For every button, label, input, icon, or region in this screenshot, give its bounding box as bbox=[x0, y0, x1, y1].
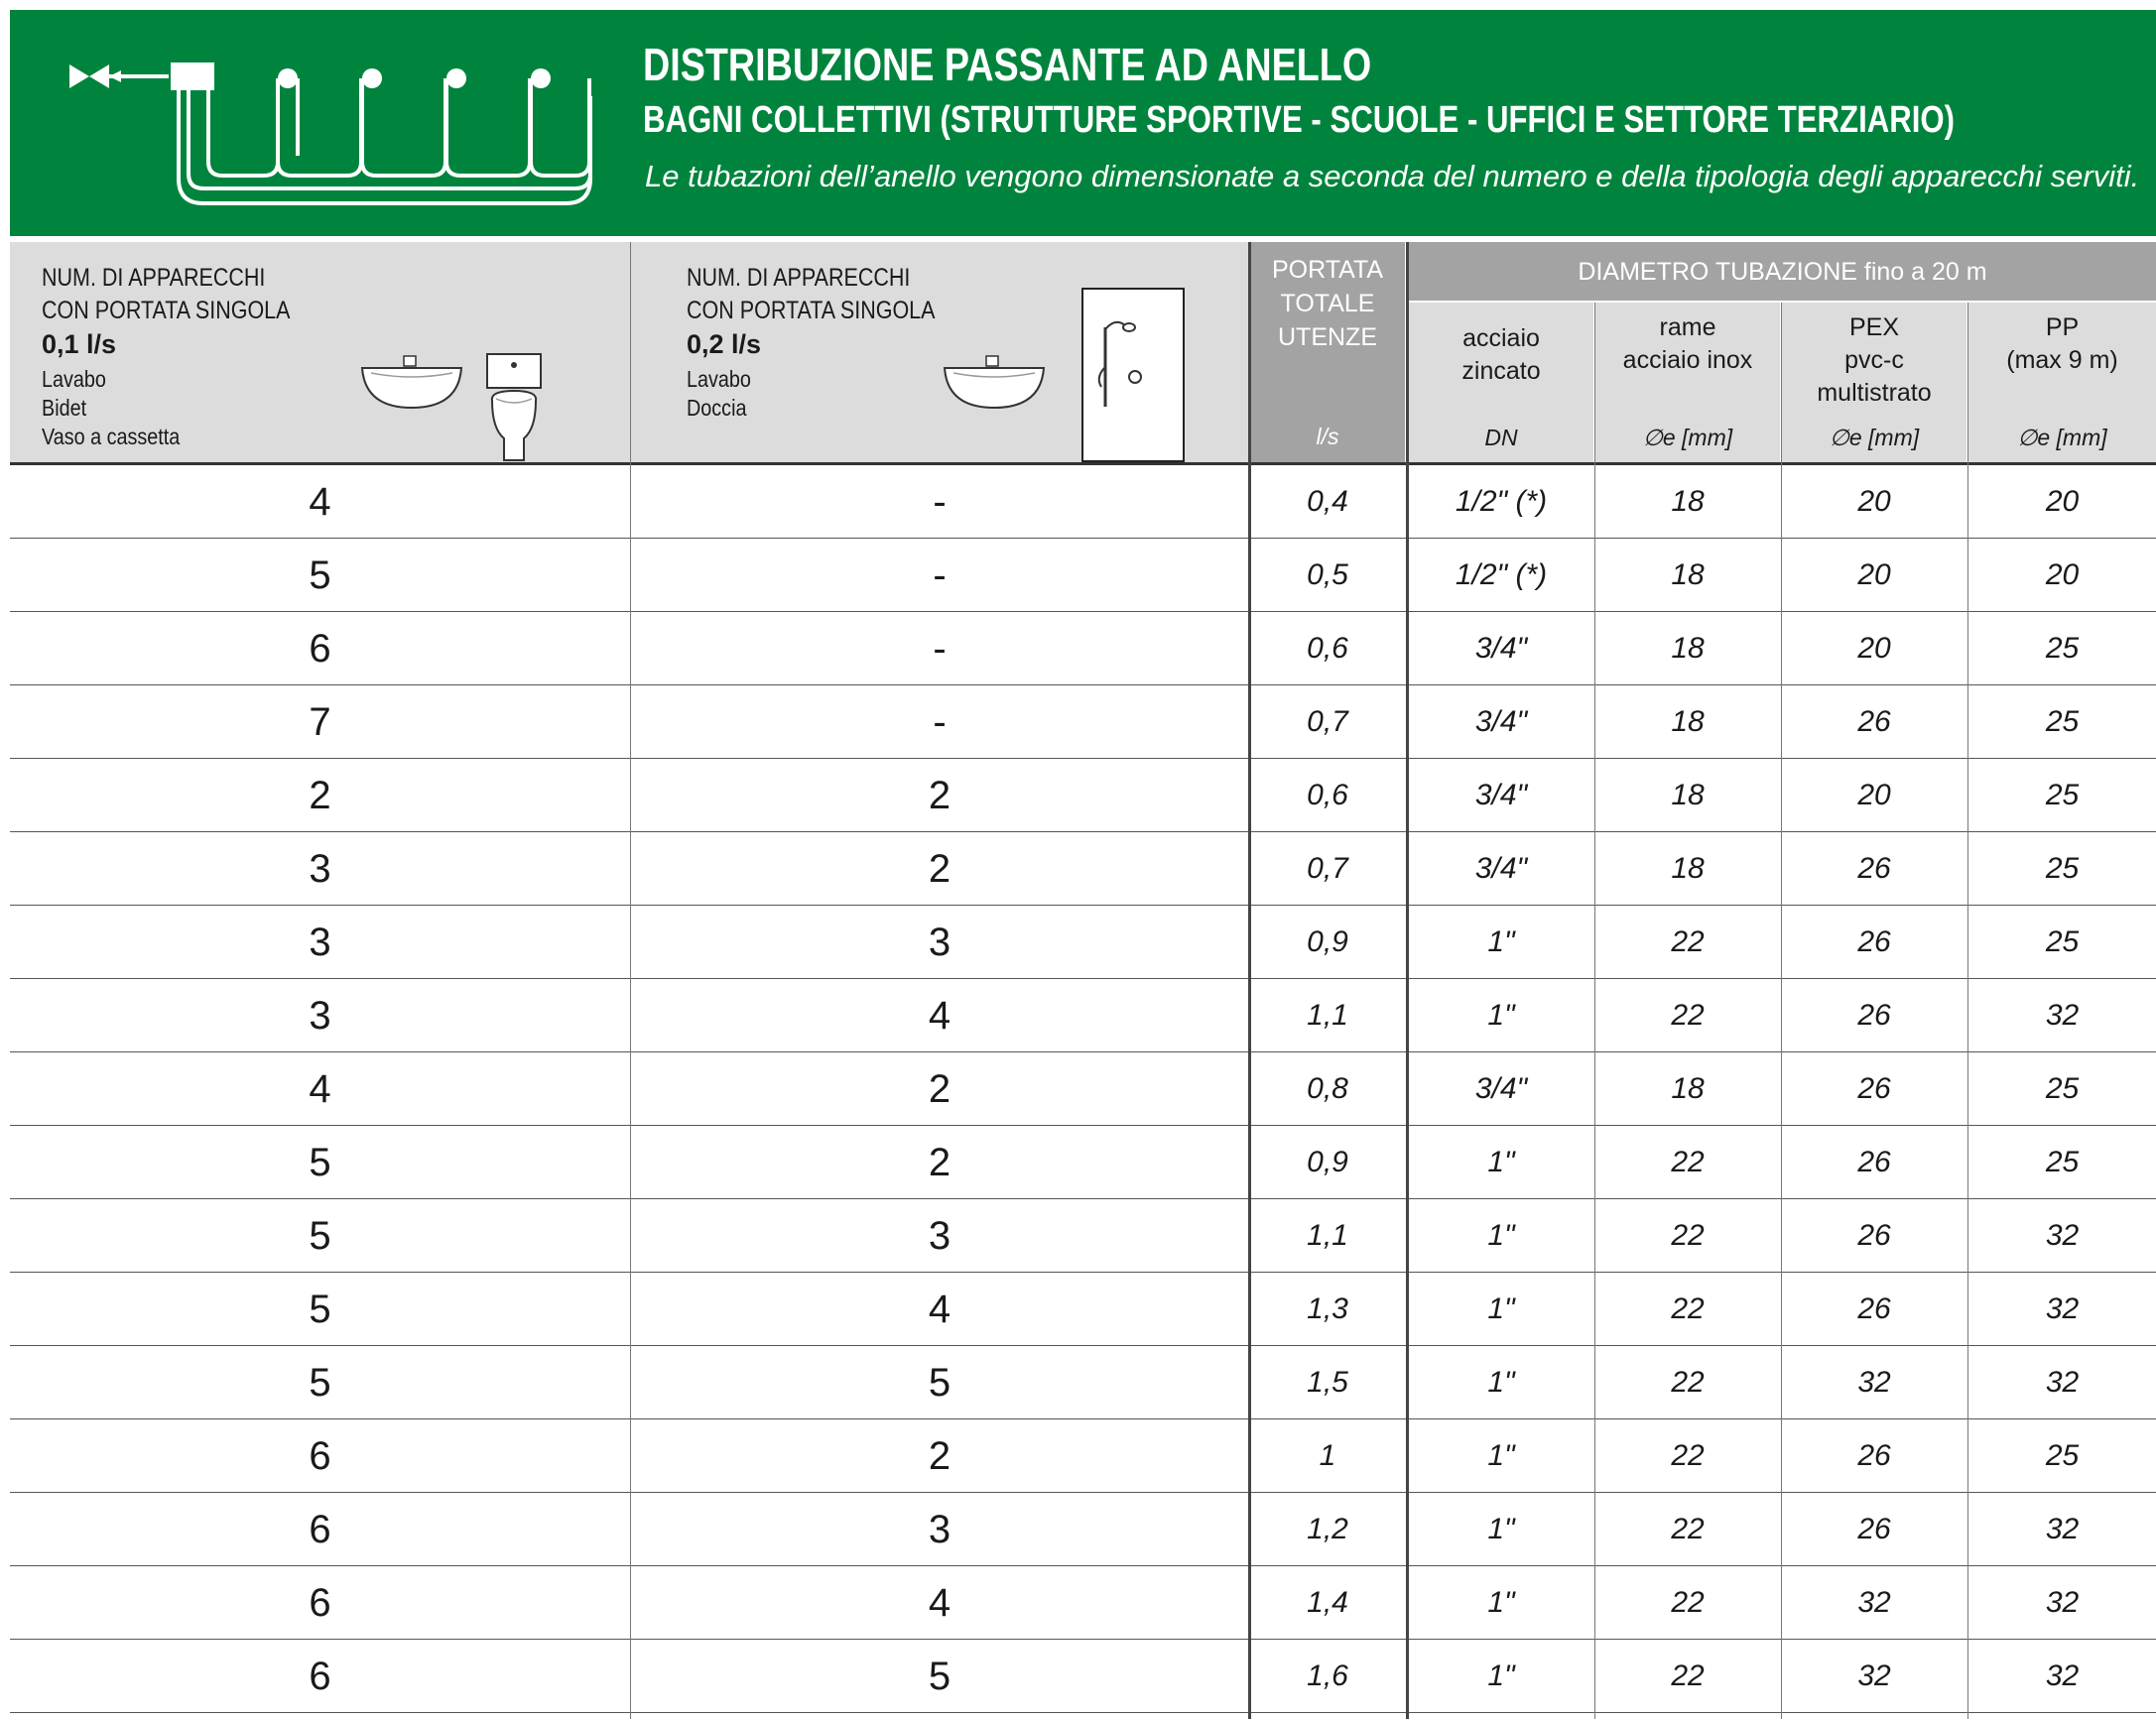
cell-pex-diameter: 32 bbox=[1857, 1586, 1891, 1619]
cell-pp-diameter: 32 bbox=[2045, 1513, 2080, 1545]
cell-pp-diameter: 32 bbox=[2045, 1219, 2080, 1252]
page-description: Le tubazioni dell’anello vengono dimensionate a seconda del numero e della tipologia degli apparecchi serviti. bbox=[645, 159, 2140, 193]
cell-total-flow: 1,1 bbox=[1307, 999, 1348, 1032]
cell-devices-02: - bbox=[933, 480, 947, 524]
cell-steel-dn: 1" bbox=[1487, 999, 1515, 1032]
cell-total-flow: 0,9 bbox=[1307, 925, 1348, 958]
header-steel-line1: acciaio bbox=[1462, 324, 1540, 352]
page-title: DISTRIBUZIONE PASSANTE AD ANELLO bbox=[643, 39, 1372, 90]
cell-copper-diameter: 22 bbox=[1671, 1513, 1705, 1545]
header-col-pex bbox=[1782, 303, 1966, 462]
cell-steel-dn: 1/2" (*) bbox=[1455, 558, 1548, 591]
cell-devices-02: 5 bbox=[928, 1655, 951, 1698]
table-row bbox=[10, 1493, 2156, 1566]
column-divider bbox=[1406, 242, 1409, 1719]
column-divider bbox=[1594, 303, 1595, 1719]
cell-pex-diameter: 26 bbox=[1857, 1439, 1891, 1472]
cell-devices-01: 3 bbox=[309, 847, 331, 891]
cell-pp-diameter: 20 bbox=[2045, 558, 2080, 591]
cell-steel-dn: 3/4" bbox=[1474, 632, 1528, 665]
ring-distribution-diagram-icon bbox=[60, 45, 595, 213]
cell-devices-02: 2 bbox=[928, 1141, 951, 1184]
cell-devices-02: 3 bbox=[928, 921, 951, 964]
cell-total-flow: 0,6 bbox=[1307, 779, 1348, 811]
row-divider bbox=[10, 1712, 2156, 1713]
table-row bbox=[10, 685, 2156, 759]
header-col2-item: Lavabo bbox=[687, 366, 751, 392]
header-col2-item: Doccia bbox=[687, 395, 747, 421]
cell-steel-dn: 3/4" bbox=[1474, 705, 1528, 738]
table-row bbox=[10, 1566, 2156, 1640]
cell-copper-diameter: 22 bbox=[1671, 1366, 1705, 1399]
cell-pex-diameter: 20 bbox=[1857, 558, 1891, 591]
cell-total-flow: 0,4 bbox=[1307, 485, 1348, 518]
cell-devices-02: 2 bbox=[928, 1067, 951, 1111]
header-portata-line1: PORTATA bbox=[1271, 256, 1384, 284]
cell-pp-diameter: 25 bbox=[2045, 779, 2080, 811]
header-pex-line2: pvc-c bbox=[1844, 346, 1904, 374]
header-pex-unit: ∅e [mm] bbox=[1829, 425, 1920, 450]
cell-steel-dn: 3/4" bbox=[1474, 1072, 1528, 1105]
cell-total-flow: 0,9 bbox=[1307, 1146, 1348, 1178]
cell-total-flow: 0,7 bbox=[1307, 852, 1348, 885]
cell-steel-dn: 3/4" bbox=[1474, 852, 1528, 885]
table-row bbox=[10, 1640, 2156, 1713]
cell-pex-diameter: 26 bbox=[1857, 925, 1891, 958]
cell-devices-01: 5 bbox=[309, 1141, 331, 1184]
washbasin-icon bbox=[359, 353, 468, 413]
header-steel-line2: zincato bbox=[1461, 357, 1541, 385]
cell-copper-diameter: 22 bbox=[1671, 1660, 1705, 1692]
cell-devices-01: 3 bbox=[309, 994, 331, 1038]
header-pex-line1: PEX bbox=[1848, 313, 1900, 341]
cell-total-flow: 1,5 bbox=[1307, 1366, 1348, 1399]
header-portata-line2: TOTALE bbox=[1280, 290, 1375, 317]
header-col-steel bbox=[1409, 303, 1593, 462]
header-copper-line1: rame bbox=[1659, 313, 1716, 341]
cell-total-flow: 1,2 bbox=[1307, 1513, 1348, 1545]
header-copper-line2: acciaio inox bbox=[1622, 346, 1753, 374]
cell-pp-diameter: 25 bbox=[2045, 852, 2080, 885]
table-row bbox=[10, 832, 2156, 906]
cell-copper-diameter: 18 bbox=[1671, 632, 1705, 665]
cell-pex-diameter: 20 bbox=[1857, 632, 1891, 665]
cell-total-flow: 1,3 bbox=[1307, 1292, 1348, 1325]
cell-devices-02: - bbox=[933, 627, 947, 671]
header-diameter-group bbox=[1409, 242, 2156, 301]
column-divider bbox=[1781, 303, 1782, 1719]
cell-pp-diameter: 32 bbox=[2045, 1660, 2080, 1692]
cell-total-flow: 0,8 bbox=[1307, 1072, 1348, 1105]
table-row bbox=[10, 465, 2156, 539]
cell-devices-01: 6 bbox=[309, 627, 331, 671]
cell-steel-dn: 1" bbox=[1487, 1513, 1515, 1545]
cell-devices-01: 6 bbox=[309, 1508, 331, 1551]
cell-pp-diameter: 32 bbox=[2045, 1292, 2080, 1325]
cell-pex-diameter: 26 bbox=[1857, 999, 1891, 1032]
header-col2-line1: NUM. DI APPARECCHI bbox=[687, 264, 911, 292]
cell-pex-diameter: 32 bbox=[1857, 1660, 1891, 1692]
cell-devices-01: 5 bbox=[309, 1214, 331, 1258]
cell-pex-diameter: 20 bbox=[1857, 485, 1891, 518]
cell-pp-diameter: 25 bbox=[2045, 1439, 2080, 1472]
header-pp-line2: (max 9 m) bbox=[2006, 346, 2118, 374]
table-row bbox=[10, 612, 2156, 685]
cell-total-flow: 1,4 bbox=[1307, 1586, 1348, 1619]
cell-copper-diameter: 18 bbox=[1671, 779, 1705, 811]
cell-devices-02: 4 bbox=[928, 1288, 951, 1331]
table-row bbox=[10, 1346, 2156, 1419]
cell-total-flow: 0,5 bbox=[1307, 558, 1348, 591]
header-col-copper bbox=[1595, 303, 1780, 462]
toilet-icon bbox=[484, 351, 546, 462]
cell-devices-01: 2 bbox=[309, 774, 331, 817]
cell-copper-diameter: 22 bbox=[1671, 1219, 1705, 1252]
cell-steel-dn: 1" bbox=[1487, 1586, 1515, 1619]
cell-copper-diameter: 22 bbox=[1671, 925, 1705, 958]
cell-steel-dn: 1" bbox=[1487, 925, 1515, 958]
header-pp-unit: ∅e [mm] bbox=[2017, 425, 2107, 450]
table-row bbox=[10, 1273, 2156, 1346]
header-col2-line2: CON PORTATA SINGOLA bbox=[687, 297, 936, 324]
cell-pex-diameter: 26 bbox=[1857, 1292, 1891, 1325]
cell-devices-01: 6 bbox=[309, 1434, 331, 1478]
cell-total-flow: 1,6 bbox=[1307, 1660, 1348, 1692]
table-row bbox=[10, 906, 2156, 979]
cell-devices-02: 3 bbox=[928, 1214, 951, 1258]
cell-pex-diameter: 26 bbox=[1857, 705, 1891, 738]
cell-devices-01: 7 bbox=[309, 700, 331, 744]
cell-pp-diameter: 32 bbox=[2045, 1366, 2080, 1399]
cell-devices-02: 4 bbox=[928, 994, 951, 1038]
header-pex-line3: multistrato bbox=[1817, 379, 1932, 407]
header-diameter-label: DIAMETRO TUBAZIONE fino a 20 m bbox=[1578, 258, 1987, 286]
header-banner bbox=[10, 10, 2156, 236]
table-row bbox=[10, 1419, 2156, 1493]
cell-devices-01: 5 bbox=[309, 1361, 331, 1405]
header-col1-rate: 0,1 l/s bbox=[42, 329, 117, 359]
header-steel-unit: DN bbox=[1484, 425, 1518, 450]
cell-devices-01: 3 bbox=[309, 921, 331, 964]
header-col1-item: Lavabo bbox=[42, 366, 106, 392]
cell-pp-diameter: 32 bbox=[2045, 999, 2080, 1032]
cell-copper-diameter: 18 bbox=[1671, 1072, 1705, 1105]
cell-steel-dn: 3/4" bbox=[1474, 779, 1528, 811]
cell-devices-01: 4 bbox=[309, 1067, 331, 1111]
cell-steel-dn: 1" bbox=[1487, 1439, 1515, 1472]
cell-devices-01: 5 bbox=[309, 1288, 331, 1331]
cell-steel-dn: 1" bbox=[1487, 1219, 1515, 1252]
cell-pex-diameter: 26 bbox=[1857, 1513, 1891, 1545]
header-col1-line2: CON PORTATA SINGOLA bbox=[42, 297, 291, 324]
table-row bbox=[10, 1199, 2156, 1273]
cell-steel-dn: 1/2" (*) bbox=[1455, 485, 1548, 518]
column-divider bbox=[1967, 303, 1968, 1719]
header-col1-item: Bidet bbox=[42, 395, 87, 421]
table-row bbox=[10, 539, 2156, 612]
cell-devices-02: - bbox=[933, 553, 947, 597]
cell-devices-02: 2 bbox=[928, 774, 951, 817]
header-col-devices-02 bbox=[631, 242, 1248, 462]
table-row bbox=[10, 759, 2156, 832]
cell-pp-diameter: 25 bbox=[2045, 632, 2080, 665]
cell-devices-01: 6 bbox=[309, 1581, 331, 1625]
cell-pp-diameter: 25 bbox=[2045, 1146, 2080, 1178]
cell-total-flow: 0,7 bbox=[1307, 705, 1348, 738]
table-body bbox=[10, 465, 2156, 1719]
cell-pp-diameter: 25 bbox=[2045, 925, 2080, 958]
table-row bbox=[10, 979, 2156, 1052]
cell-pp-diameter: 25 bbox=[2045, 1072, 2080, 1105]
column-divider bbox=[1248, 242, 1251, 1719]
cell-copper-diameter: 22 bbox=[1671, 1146, 1705, 1178]
cell-devices-02: 4 bbox=[928, 1581, 951, 1625]
cell-pex-diameter: 32 bbox=[1857, 1366, 1891, 1399]
header-col1-item: Vaso a cassetta bbox=[42, 424, 181, 449]
cell-copper-diameter: 18 bbox=[1671, 485, 1705, 518]
header-col1-line1: NUM. DI APPARECCHI bbox=[42, 264, 266, 292]
header-portata-unit: l/s bbox=[1316, 424, 1339, 449]
table-row bbox=[10, 1126, 2156, 1199]
cell-steel-dn: 1" bbox=[1487, 1146, 1515, 1178]
cell-pex-diameter: 20 bbox=[1857, 779, 1891, 811]
cell-devices-01: 5 bbox=[309, 553, 331, 597]
header-copper-unit: ∅e [mm] bbox=[1642, 425, 1733, 450]
cell-devices-02: 3 bbox=[928, 1508, 951, 1551]
cell-copper-diameter: 22 bbox=[1671, 1586, 1705, 1619]
shower-icon bbox=[1081, 288, 1185, 462]
cell-pp-diameter: 25 bbox=[2045, 705, 2080, 738]
header-col-devices-01 bbox=[10, 242, 630, 462]
cell-total-flow: 0,6 bbox=[1307, 632, 1348, 665]
cell-steel-dn: 1" bbox=[1487, 1660, 1515, 1692]
cell-total-flow: 1,1 bbox=[1307, 1219, 1348, 1252]
cell-devices-02: 5 bbox=[928, 1361, 951, 1405]
cell-steel-dn: 1" bbox=[1487, 1366, 1515, 1399]
cell-total-flow: 1 bbox=[1319, 1439, 1336, 1472]
header-col2-rate: 0,2 l/s bbox=[687, 329, 762, 359]
cell-pex-diameter: 26 bbox=[1857, 1219, 1891, 1252]
page-subtitle: BAGNI COLLETTIVI (STRUTTURE SPORTIVE - SCUOLE - UFFICI E SETTORE TERZIARIO) bbox=[643, 99, 1956, 141]
washbasin-icon bbox=[942, 353, 1051, 413]
cell-steel-dn: 1" bbox=[1487, 1292, 1515, 1325]
cell-devices-02: - bbox=[933, 700, 947, 744]
cell-copper-diameter: 22 bbox=[1671, 1292, 1705, 1325]
table-row bbox=[10, 1052, 2156, 1126]
header-col-pp bbox=[1968, 303, 2156, 462]
cell-copper-diameter: 18 bbox=[1671, 558, 1705, 591]
column-divider bbox=[630, 242, 631, 1719]
cell-copper-diameter: 22 bbox=[1671, 1439, 1705, 1472]
cell-pex-diameter: 26 bbox=[1857, 1072, 1891, 1105]
cell-pex-diameter: 26 bbox=[1857, 852, 1891, 885]
cell-pp-diameter: 20 bbox=[2045, 485, 2080, 518]
header-col-total-flow bbox=[1250, 242, 1405, 462]
header-pp-line1: PP bbox=[2045, 313, 2080, 341]
cell-pex-diameter: 26 bbox=[1857, 1146, 1891, 1178]
cell-devices-01: 4 bbox=[309, 480, 331, 524]
cell-devices-02: 2 bbox=[928, 847, 951, 891]
cell-copper-diameter: 18 bbox=[1671, 852, 1705, 885]
cell-devices-02: 2 bbox=[928, 1434, 951, 1478]
cell-copper-diameter: 22 bbox=[1671, 999, 1705, 1032]
header-portata-line3: UTENZE bbox=[1278, 323, 1377, 351]
cell-copper-diameter: 18 bbox=[1671, 705, 1705, 738]
cell-pp-diameter: 32 bbox=[2045, 1586, 2080, 1619]
cell-devices-01: 6 bbox=[309, 1655, 331, 1698]
